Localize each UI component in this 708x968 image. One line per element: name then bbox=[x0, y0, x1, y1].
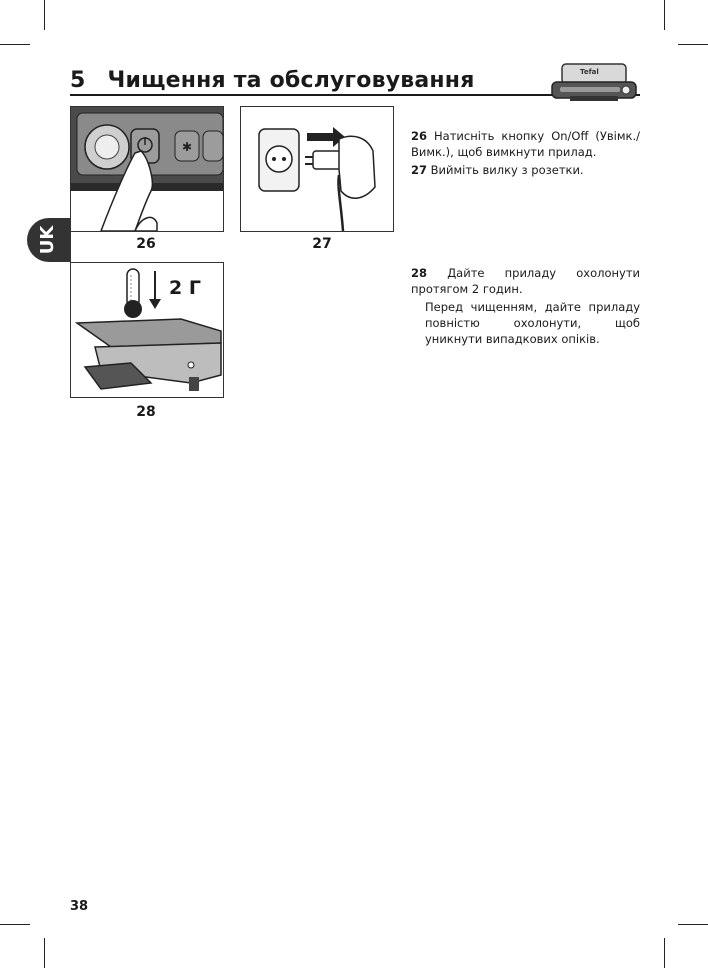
figure-27 bbox=[240, 106, 394, 232]
steps-block-1 bbox=[411, 128, 640, 180]
crop-mark bbox=[44, 938, 45, 968]
step-number: 26 bbox=[411, 129, 428, 143]
step-26 bbox=[411, 128, 640, 160]
step-text: Дайте приладу охолонути протягом 2 годин. bbox=[411, 266, 640, 296]
section-title-text: Чищення та обслуговування bbox=[107, 68, 475, 93]
device-thumbnail bbox=[550, 62, 638, 102]
step-28 bbox=[411, 265, 640, 297]
crop-mark bbox=[678, 44, 708, 45]
step-28-note: Перед чищенням, дайте приладу повністю охолонути, щоб уникнути випадкових опіків. bbox=[425, 300, 640, 346]
step-number: 27 bbox=[411, 163, 428, 177]
cooling-time-label: 2 Г bbox=[169, 277, 201, 299]
crop-mark bbox=[664, 0, 665, 30]
figure-26 bbox=[70, 106, 224, 232]
figure-26-label: 26 bbox=[136, 236, 156, 252]
page-number: 38 bbox=[70, 899, 89, 914]
figure-28-label: 28 bbox=[136, 404, 156, 420]
step-number: 28 bbox=[411, 266, 428, 280]
language-tab bbox=[27, 218, 71, 262]
unplug-illustration bbox=[241, 107, 393, 231]
section-number: 5 bbox=[70, 68, 86, 93]
power-button-illustration bbox=[71, 107, 223, 231]
language-tab-label: UK bbox=[37, 225, 58, 255]
svg-text:✱: ✱ bbox=[181, 140, 193, 154]
figure-27-label: 27 bbox=[312, 236, 332, 252]
crop-mark bbox=[0, 44, 30, 45]
figure-28 bbox=[70, 262, 224, 398]
step-27 bbox=[411, 162, 640, 178]
step-text: Натисніть кнопку On/Off (Увімк./ Вимк.), щоб вимкнути прилад. bbox=[411, 129, 641, 159]
steps-block-2 bbox=[411, 265, 640, 349]
crop-mark bbox=[0, 924, 30, 925]
device-brand-label: Tefal bbox=[580, 68, 599, 76]
section-title bbox=[70, 68, 475, 94]
crop-mark bbox=[664, 938, 665, 968]
crop-mark bbox=[44, 0, 45, 30]
crop-mark bbox=[678, 924, 708, 925]
step-text: Вийміть вилку з розетки. bbox=[430, 163, 584, 177]
